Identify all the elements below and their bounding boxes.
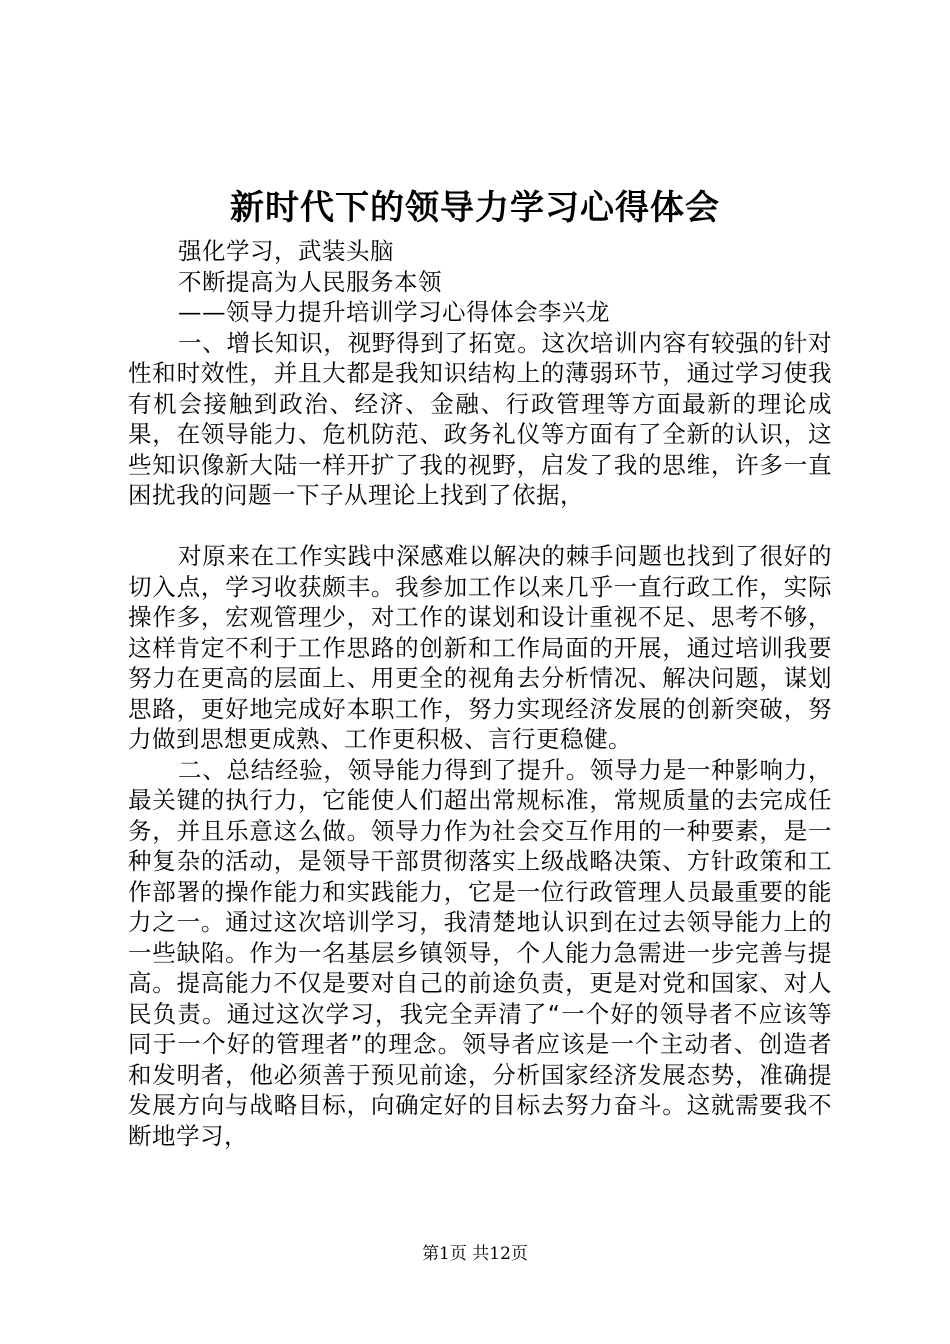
document-title: 新时代下的领导力学习心得体会 (230, 188, 720, 228)
paragraph-gap (128, 511, 832, 542)
header-line: ——领导力提升培训学习心得体会李兴龙 (178, 298, 610, 326)
header-line: 强化学习，武装头脑 (178, 237, 394, 265)
document-body (128, 236, 832, 1151)
page-number-footer: 第1页 共12页 (422, 1244, 528, 1264)
paragraph: 对原来在工作实践中深感难以解决的棘手问题也找到了很好的切入点，学习收获颇丰。我参加工作以来几乎一直行政工作，实际操作多，宏观管理少，对工作的谋划和设计重视不足、思考不够，这样肯定不利于工作思路的创新和工作局面的开展，通过培训我要努力在更高的层面上、用更全的视角去分析情况、解决问题，谋划思路，更好地完成好本职工作，努力实现经济发展的创新突破，努力做到思想更成熟、工作更积极、言行更稳健。 (128, 542, 832, 753)
paragraph: 二、总结经验，领导能力得到了提升。领导力是一种影响力，最关键的执行力，它能使人们超出常规标准，常规质量的去完成任务，并且乐意这么做。领导力作为社会交互作用的一种要素，是一种复杂的活动，是领导干部贯彻落实上级战略决策、方针政策和工作部署的操作能力和实践能力，它是一位行政管理人员最重要的能力之一。通过这次培训学习，我清楚地认识到在过去领导能力上的一些缺陷。作为一名基层乡镇领导，个人能力急需进一步完善与提高。提高能力不仅是要对自己的前途负责，更是对党和国家、对人民负责。通过这次学习，我完全弄清了“一个好的领导者不应该等同于一个好的管理者”的理念。领导者应该是一个主动者、创造者和发明者，他必须善于预见前途，分析国家经济发展态势，准确提发展方向与战略目标，向确定好的目标去努力奋斗。这就需要我不断地学习， (128, 755, 832, 1150)
paragraph: 一、增长知识，视野得到了拓宽。这次培训内容有较强的针对性和时效性，并且大都是我知识结构上的薄弱环节，通过学习使我有机会接触到政治、经济、金融、行政管理等方面最新的理论成果，在领导能力、危机防范、政务礼仪等方面有了全新的认识，这些知识像新大陆一样开扩了我的视野，启发了我的思维，许多一直困扰我的问题一下子从理论上找到了依据， (128, 328, 832, 509)
header-line: 不断提高为人民服务本领 (178, 267, 442, 296)
